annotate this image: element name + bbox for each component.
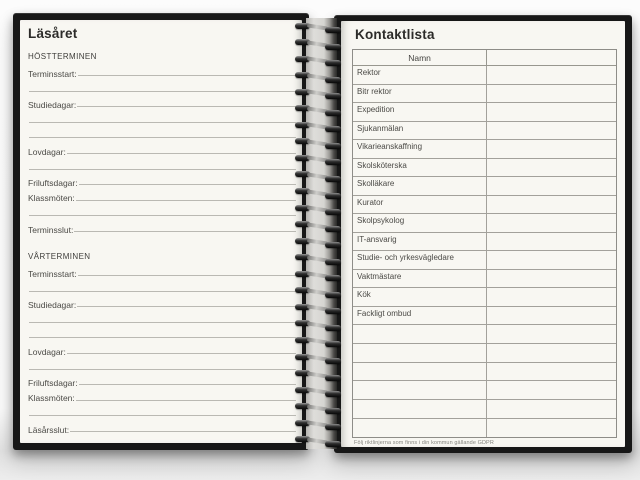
contact-value-cell — [487, 363, 616, 381]
wire-coil-segment — [325, 176, 341, 182]
section-heading: VÅRTERMINEN — [28, 252, 91, 261]
contact-table-body — [353, 66, 616, 437]
wire-coil-segment — [325, 408, 341, 414]
fill-in-line — [67, 153, 296, 154]
contact-value-cell — [487, 251, 616, 269]
form-row — [28, 341, 296, 357]
wire-coil — [294, 118, 342, 134]
contact-row — [353, 66, 616, 85]
gdpr-footnote: Följ riktlinjerna som finns i din kommun gällande GDPR — [354, 440, 494, 446]
wire-coil-segment — [325, 424, 341, 430]
field-label: Klassmöten: — [28, 193, 75, 204]
form-row — [28, 372, 296, 388]
contact-value-cell — [487, 270, 616, 288]
field-label: Lovdagar: — [28, 346, 66, 357]
fill-in-line — [29, 215, 296, 216]
contact-name-cell: Rektor — [353, 66, 487, 84]
wire-coil-segment — [325, 259, 341, 265]
field-label: Klassmöten: — [28, 393, 75, 404]
term-section — [28, 251, 296, 435]
wire-coil — [294, 367, 342, 383]
form-row — [28, 419, 296, 435]
field-label: Studiedagar: — [28, 299, 77, 310]
wire-coil — [294, 185, 342, 201]
section-heading: HÖSTTERMINEN — [28, 52, 97, 61]
empty-contact-row — [353, 325, 616, 344]
right-page-title: Kontaktlista — [355, 27, 435, 42]
wire-coil-segment — [325, 44, 341, 50]
wire-coil-segment — [325, 110, 341, 116]
empty-contact-row — [353, 381, 616, 400]
right-page — [341, 21, 625, 447]
fill-in-line — [77, 306, 296, 307]
fill-in-line — [29, 137, 296, 138]
fill-in-line — [29, 91, 296, 92]
name-column-header: Namn — [353, 50, 487, 65]
wire-coil — [294, 19, 342, 35]
contact-row — [353, 251, 616, 270]
wire-coil — [294, 416, 342, 432]
fill-in-line — [67, 353, 296, 354]
contact-name-cell: Skolläkare — [353, 177, 487, 195]
contact-name-cell: Fackligt ombud — [353, 307, 487, 325]
contact-row — [353, 270, 616, 289]
fill-in-line — [79, 384, 296, 385]
contact-row — [353, 307, 616, 326]
contact-value-cell — [487, 122, 616, 140]
blank-rule-row — [28, 79, 296, 95]
contact-name-cell: IT-ansvarig — [353, 233, 487, 251]
wire-coil-segment — [325, 209, 341, 215]
wire-coil — [294, 151, 342, 167]
empty-contact-row — [353, 419, 616, 437]
contact-value-cell — [487, 400, 616, 418]
blank-rule-row — [28, 403, 296, 419]
blank-rule-row — [28, 125, 296, 141]
contact-name-cell: Skolsköterska — [353, 159, 487, 177]
wire-coil — [294, 201, 342, 217]
blank-rule-row — [28, 157, 296, 173]
empty-contact-row — [353, 400, 616, 419]
blank-rule-row — [28, 110, 296, 126]
contact-value-cell — [487, 288, 616, 306]
contact-table-header-row — [353, 50, 616, 66]
fill-in-line — [29, 369, 296, 370]
contact-row — [353, 177, 616, 196]
wire-coil — [294, 135, 342, 151]
wire-coil-segment — [325, 391, 341, 397]
fill-in-line — [29, 322, 296, 323]
wire-coil-segment — [325, 93, 341, 99]
contact-name-cell — [353, 363, 487, 381]
wire-coil-segment — [325, 375, 341, 381]
contact-name-cell — [353, 400, 487, 418]
spiral-notebook — [13, 13, 632, 453]
wire-coil-segment — [325, 60, 341, 66]
fill-in-line — [70, 431, 296, 432]
term-section — [28, 51, 296, 235]
form-row — [28, 388, 296, 404]
field-label: Terminsslut: — [28, 224, 74, 235]
contact-name-cell: Expedition — [353, 103, 487, 121]
wire-coil — [294, 350, 342, 366]
wire-coil — [294, 218, 342, 234]
contact-name-cell: Kurator — [353, 196, 487, 214]
value-column-header — [487, 50, 616, 65]
fill-in-line — [29, 169, 296, 170]
form-row — [28, 172, 296, 188]
form-row — [28, 294, 296, 310]
wire-coil — [294, 36, 342, 52]
form-row — [28, 263, 296, 279]
contact-value-cell — [487, 325, 616, 343]
wire-coil — [294, 333, 342, 349]
fill-in-line — [77, 106, 296, 107]
contact-table — [352, 49, 617, 438]
contact-row — [353, 233, 616, 252]
wire-coil — [294, 234, 342, 250]
left-page-title: Läsåret — [28, 26, 78, 41]
contact-row — [353, 85, 616, 104]
notebook-cover-right — [334, 15, 632, 453]
field-label: Studiedagar: — [28, 99, 77, 110]
wire-coil-segment — [325, 341, 341, 347]
contact-name-cell: Kök — [353, 288, 487, 306]
fill-in-line — [78, 75, 296, 76]
contact-name-cell: Sjukanmälan — [353, 122, 487, 140]
blank-rule-row — [28, 203, 296, 219]
contact-value-cell — [487, 233, 616, 251]
fill-in-line — [29, 415, 296, 416]
contact-row — [353, 288, 616, 307]
wire-coil — [294, 300, 342, 316]
contact-value-cell — [487, 307, 616, 325]
contact-name-cell — [353, 419, 487, 437]
wire-coil — [294, 383, 342, 399]
wire-coil — [294, 317, 342, 333]
contact-row — [353, 103, 616, 122]
blank-rule-row — [28, 325, 296, 341]
contact-row — [353, 196, 616, 215]
wire-coil — [294, 168, 342, 184]
form-row — [28, 141, 296, 157]
form-row — [28, 63, 296, 79]
contact-value-cell — [487, 381, 616, 399]
contact-name-cell: Vaktmästare — [353, 270, 487, 288]
notebook-cover-left — [13, 13, 309, 450]
contact-row — [353, 159, 616, 178]
wire-coil-segment — [325, 441, 341, 447]
wire-coil-segment — [325, 159, 341, 165]
blank-rule-row — [28, 310, 296, 326]
wire-coil — [294, 102, 342, 118]
fill-in-line — [74, 231, 296, 232]
contact-name-cell — [353, 344, 487, 362]
contact-name-cell: Vikarieanskaffning — [353, 140, 487, 158]
contact-row — [353, 214, 616, 233]
contact-value-cell — [487, 66, 616, 84]
contact-name-cell — [353, 325, 487, 343]
fill-in-line — [79, 184, 296, 185]
contact-value-cell — [487, 159, 616, 177]
contact-value-cell — [487, 85, 616, 103]
contact-row — [353, 122, 616, 141]
contact-row — [353, 140, 616, 159]
contact-name-cell: Skolpsykolog — [353, 214, 487, 232]
contact-value-cell — [487, 140, 616, 158]
fill-in-line — [78, 275, 296, 276]
fill-in-line — [29, 291, 296, 292]
contact-name-cell: Studie- och yrkesvägledare — [353, 251, 487, 269]
wire-coil-segment — [325, 226, 341, 232]
contact-value-cell — [487, 103, 616, 121]
wire-coil-segment — [325, 193, 341, 199]
left-page — [20, 20, 302, 443]
fill-in-line — [76, 200, 296, 201]
contact-value-cell — [487, 419, 616, 437]
wire-coil-segment — [325, 143, 341, 149]
wire-coil — [294, 267, 342, 283]
wire-coil — [294, 284, 342, 300]
wire-coil-segment — [325, 275, 341, 281]
contact-value-cell — [487, 177, 616, 195]
blank-rule-row — [28, 279, 296, 295]
empty-contact-row — [353, 344, 616, 363]
fill-in-line — [76, 400, 296, 401]
contact-value-cell — [487, 214, 616, 232]
wire-coil — [294, 85, 342, 101]
blank-rule-row — [28, 357, 296, 373]
contact-value-cell — [487, 196, 616, 214]
wire-coil — [294, 251, 342, 267]
wire-coil-segment — [325, 292, 341, 298]
wire-coil — [294, 52, 342, 68]
contact-value-cell — [487, 344, 616, 362]
wire-coil-segment — [325, 242, 341, 248]
field-label: Friluftsdagar: — [28, 177, 78, 188]
contact-name-cell — [353, 381, 487, 399]
field-label: Terminsstart: — [28, 68, 77, 79]
field-label: Friluftsdagar: — [28, 377, 78, 388]
wire-coil-segment — [325, 77, 341, 83]
spiral-binding — [294, 19, 342, 449]
fill-in-line — [29, 122, 296, 123]
field-label: Läsårsslut: — [28, 424, 70, 435]
empty-contact-row — [353, 363, 616, 382]
wire-coil-segment — [325, 358, 341, 364]
wire-coil-segment — [325, 308, 341, 314]
wire-coil — [294, 433, 342, 449]
form-row — [28, 94, 296, 110]
wire-coil-segment — [325, 126, 341, 132]
fill-in-line — [29, 337, 296, 338]
field-label: Terminsstart: — [28, 268, 77, 279]
contact-name-cell: Bitr rektor — [353, 85, 487, 103]
wire-coil — [294, 69, 342, 85]
form-row — [28, 219, 296, 235]
field-label: Lovdagar: — [28, 146, 66, 157]
wire-coil-segment — [325, 325, 341, 331]
form-row — [28, 188, 296, 204]
wire-coil-segment — [325, 27, 341, 33]
wire-coil — [294, 400, 342, 416]
